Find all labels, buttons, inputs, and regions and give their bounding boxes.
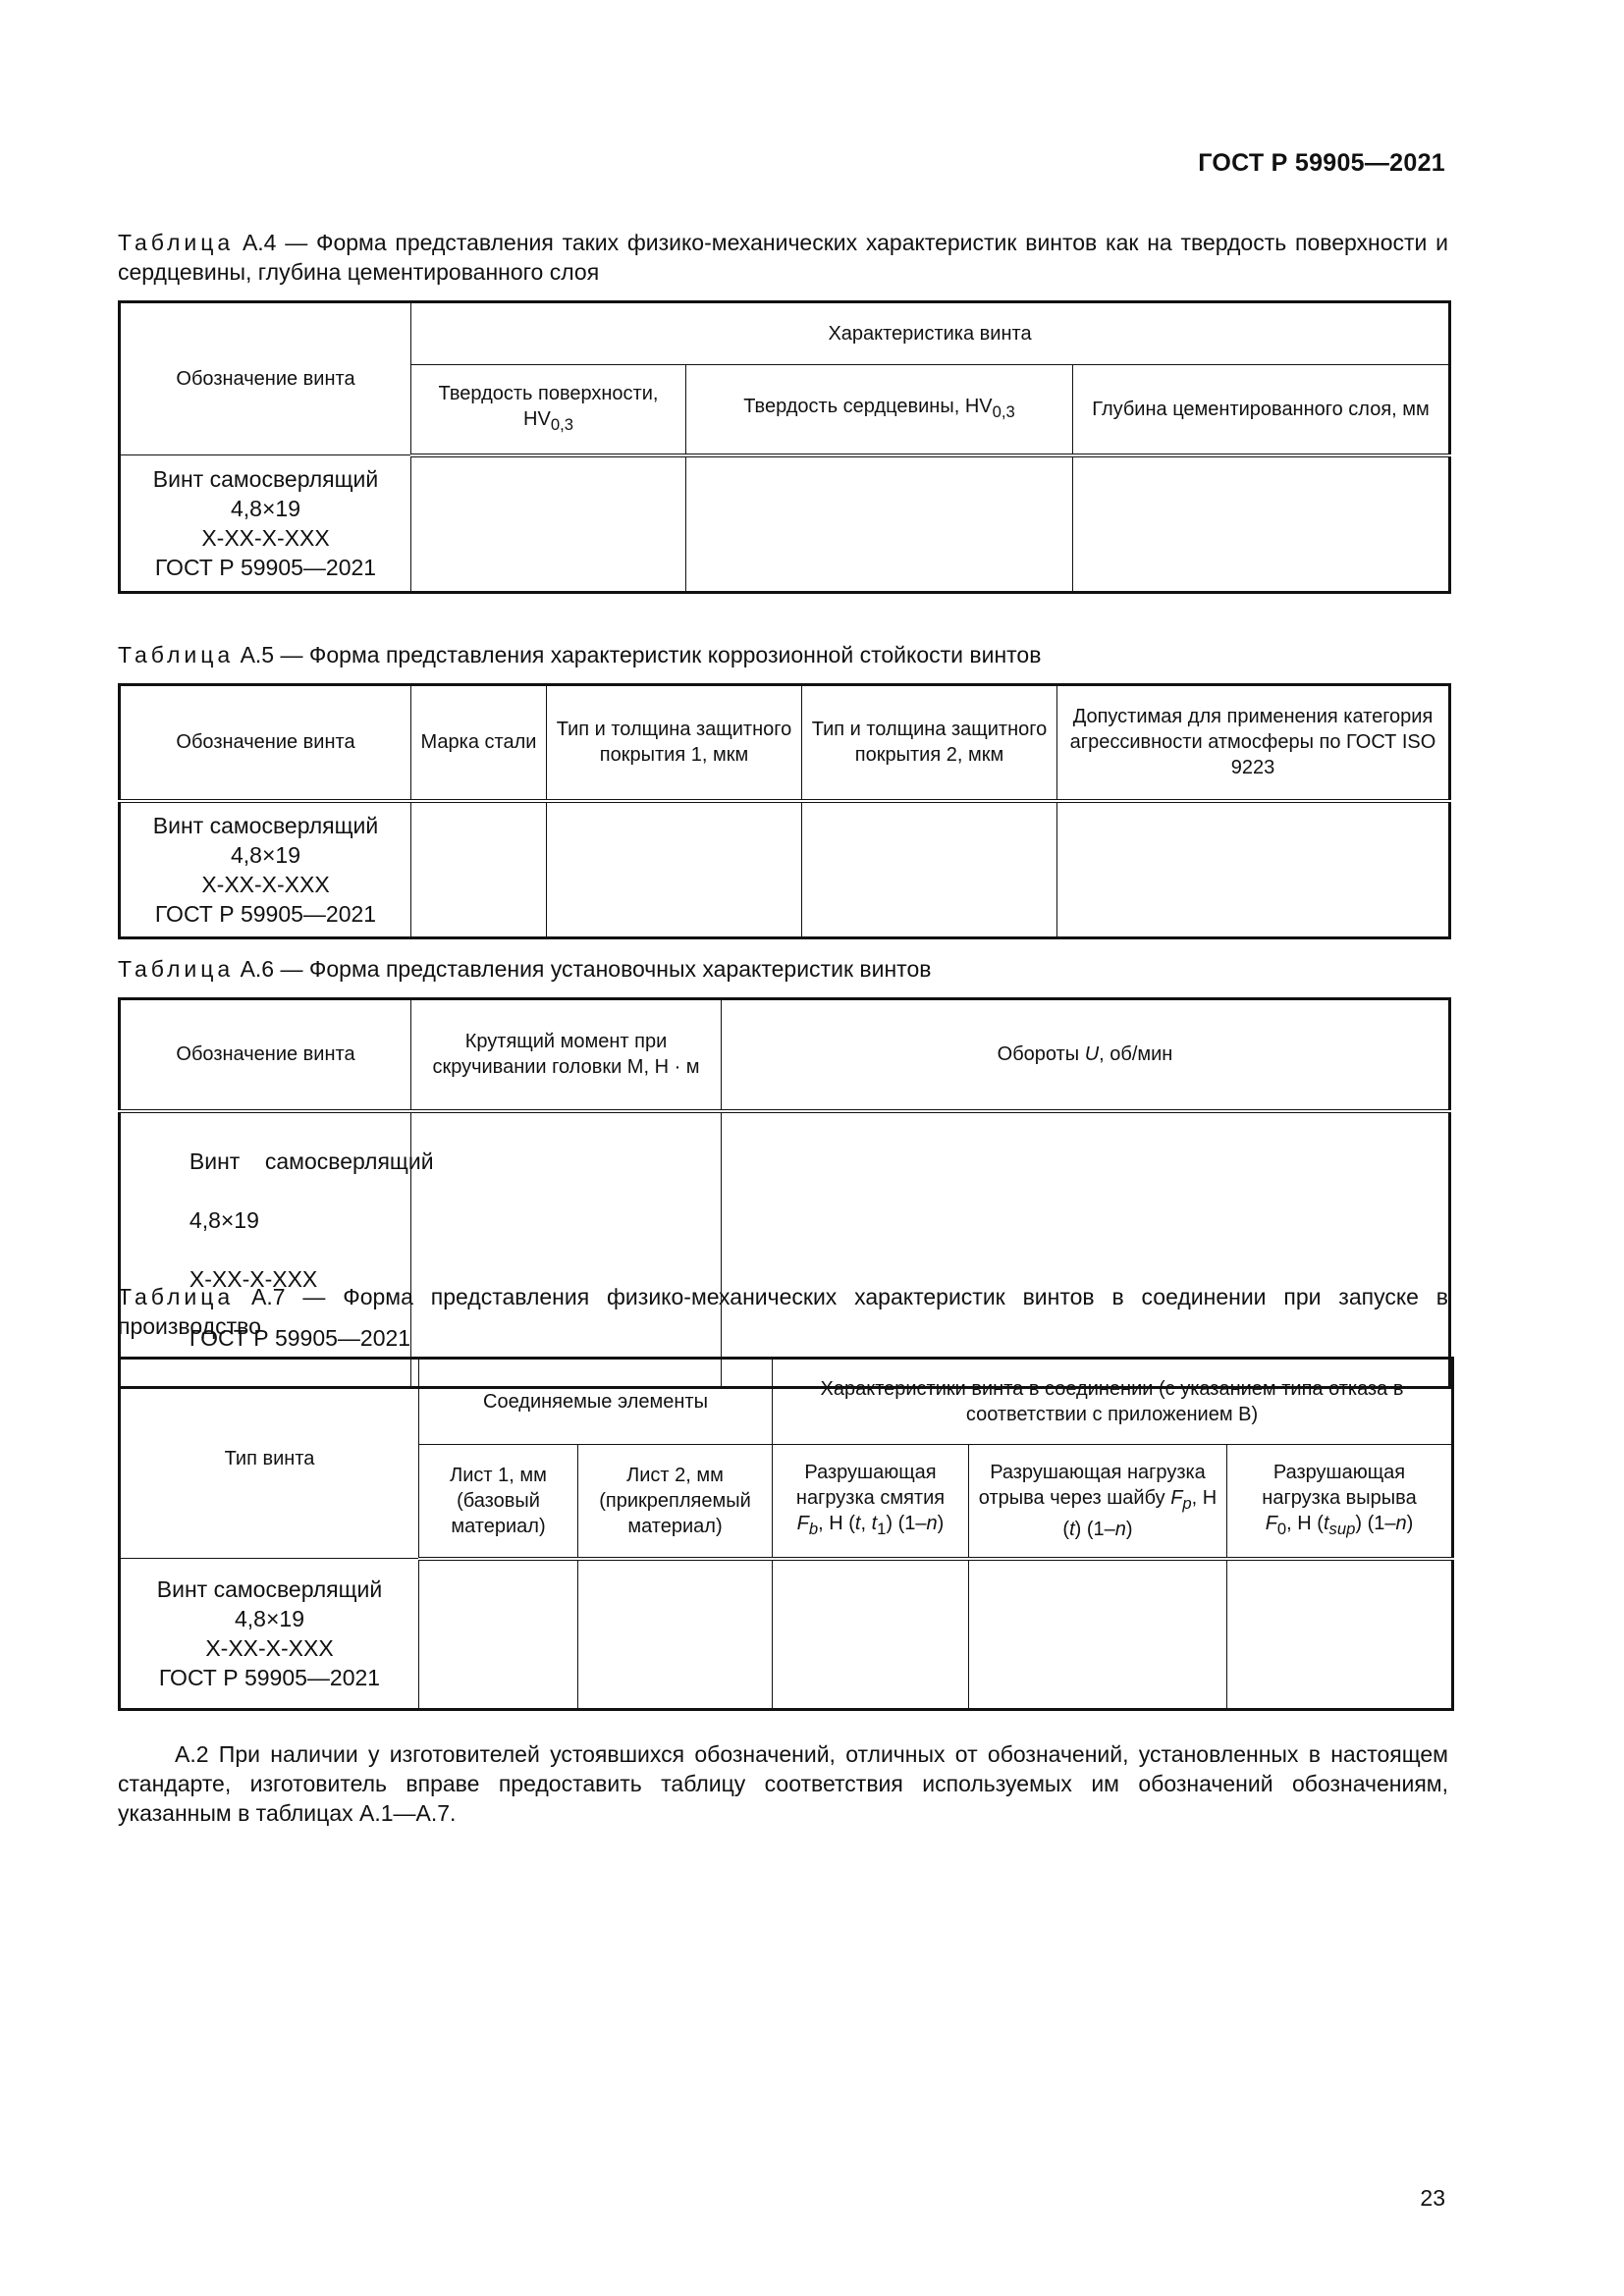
table-row [120,1111,1450,1388]
empty-cell [1057,801,1450,938]
pullover-formula: $F_p$, Н (t) (1–n) [1062,1486,1218,1540]
document-code: ГОСТ Р 59905—2021 [1198,149,1445,177]
empty-cell [411,1111,722,1388]
col-rpm-header: Обороты U, об/мин [722,999,1450,1111]
empty-cell [686,455,1073,593]
table-row [120,801,1450,938]
col-screw-type-header: Тип винта [120,1359,419,1559]
col-coating2-header: Тип и толщина защитного покрытия 2, мкм [802,685,1057,801]
col-designation-header: Обозначение винта [120,302,411,455]
empty-cell [722,1111,1450,1388]
table-a4-caption [118,228,1448,287]
col-bearing-load-header: Разрушающая нагрузка смятия $F_b$, Н (t, $t_1$) (1–n) [773,1445,969,1559]
empty-cell [547,801,802,938]
group-header-joint-characteristics: Характеристики винта в соединении (с указанием типа отказа в соответствии с приложением В) [773,1359,1453,1445]
empty-cell [1073,455,1450,593]
table-a7-caption-text: А.7 — Форма представления физико-механических характеристик винтов в соединении при запуске в производство [118,1284,1449,1339]
table-a7 [118,1357,1454,1711]
col-sheet2-header: Лист 2, мм (прикрепляемый материал) [578,1445,773,1559]
paragraph-a2: А.2 При наличии у изготовителей устоявшихся обозначений, отличных от обозначений, установленных в настоящем стандарте, изготовитель вправе предоставить таблицу соответствия используемых им обозначений обозначениям, указанным в таблицах А.1—А.7. [118,1741,1448,1826]
table-a4 [118,300,1451,594]
table-label: Таблица [118,1284,235,1309]
empty-cell [773,1559,969,1710]
pullout-formula: $F_0$, Н $(t_{sup})$ (1–n) [1265,1512,1414,1538]
col-corrosivity-category-header: Допустимая для применения категория агрессивности атмосферы по ГОСТ ISO 9223 [1057,685,1450,801]
table-row [120,1559,1453,1710]
group-header-characteristics: Характеристика винта [411,302,1450,365]
col-core-hardness-header: Твердость сердцевины, $HV_{0,3}$ [686,365,1073,455]
col-designation-header: Обозначение винта [120,999,411,1111]
empty-cell [1227,1559,1453,1710]
col-sheet1-header: Лист 1, мм (базовый материал) [419,1445,578,1559]
table-row [120,455,1450,593]
table-a4-caption-text: А.4 — Форма представления таких физико-механических характеристик винтов как на твердость поверхности и сердцевины, глубина цементированного слоя [118,230,1448,285]
table-label: Таблица [118,230,235,255]
table-a5 [118,683,1451,939]
table-a5-caption-text: А.5 — Форма представления характеристик коррозионной стойкости винтов [240,642,1042,667]
empty-cell [969,1559,1227,1710]
group-header-joined-elements: Соединяемые элементы [419,1359,773,1445]
screw-designation-cell: Винт самосверлящий 4,8×19 X-XX-X-XXX ГОСТ Р 59905—2021 [120,455,411,593]
empty-cell [802,801,1057,938]
col-coating1-header: Тип и толщина защитного покрытия 1, мкм [547,685,802,801]
col-torque-header: Крутящий момент при скручивании головки М, Н · м [411,999,722,1111]
screw-designation-cell: Винт самосверлящий 4,8×19 X-XX-X-XXX ГОСТ Р 59905—2021 [120,801,411,938]
screw-designation-cell: Винт самосверлящий 4,8×19 X-XX-X-XXX ГОСТ Р 59905—2021 [120,1559,419,1710]
empty-cell [578,1559,773,1710]
table-a6-caption-text: А.6 — Форма представления установочных характеристик винтов [240,956,932,982]
col-pullout-load-header: Разрушающая нагрузка вырыва $F_0$, Н $(t_{sup})$ (1–n) [1227,1445,1453,1559]
col-pullover-load-header: Разрушающая нагрузка отрыва через шайбу $F_p$, Н (t) (1–n) [969,1445,1227,1559]
table-label: Таблица [118,642,235,667]
table-a6-caption [118,954,1448,984]
empty-cell [419,1559,578,1710]
table-label: Таблица [118,956,235,982]
col-surface-hardness-header: Твердость поверхности, $HV_{0,3}$ [411,365,686,455]
screw-designation-cell: Винт самосверлящий 4,8×19 X-XX-X-XXX ГОСТ Р 59905—2021 [120,1111,411,1388]
col-steel-grade-header: Марка стали [411,685,547,801]
empty-cell [411,801,547,938]
table-a5-caption [118,640,1448,669]
empty-cell [411,455,686,593]
col-designation-header: Обозначение винта [120,685,411,801]
bearing-formula: $F_b$, Н (t, $t_1$) (1–n) [796,1512,945,1538]
page-number: 23 [1420,2185,1445,2211]
col-case-depth-header: Глубина цементированного слоя, мм [1073,365,1450,455]
table-a7-caption [118,1282,1448,1341]
